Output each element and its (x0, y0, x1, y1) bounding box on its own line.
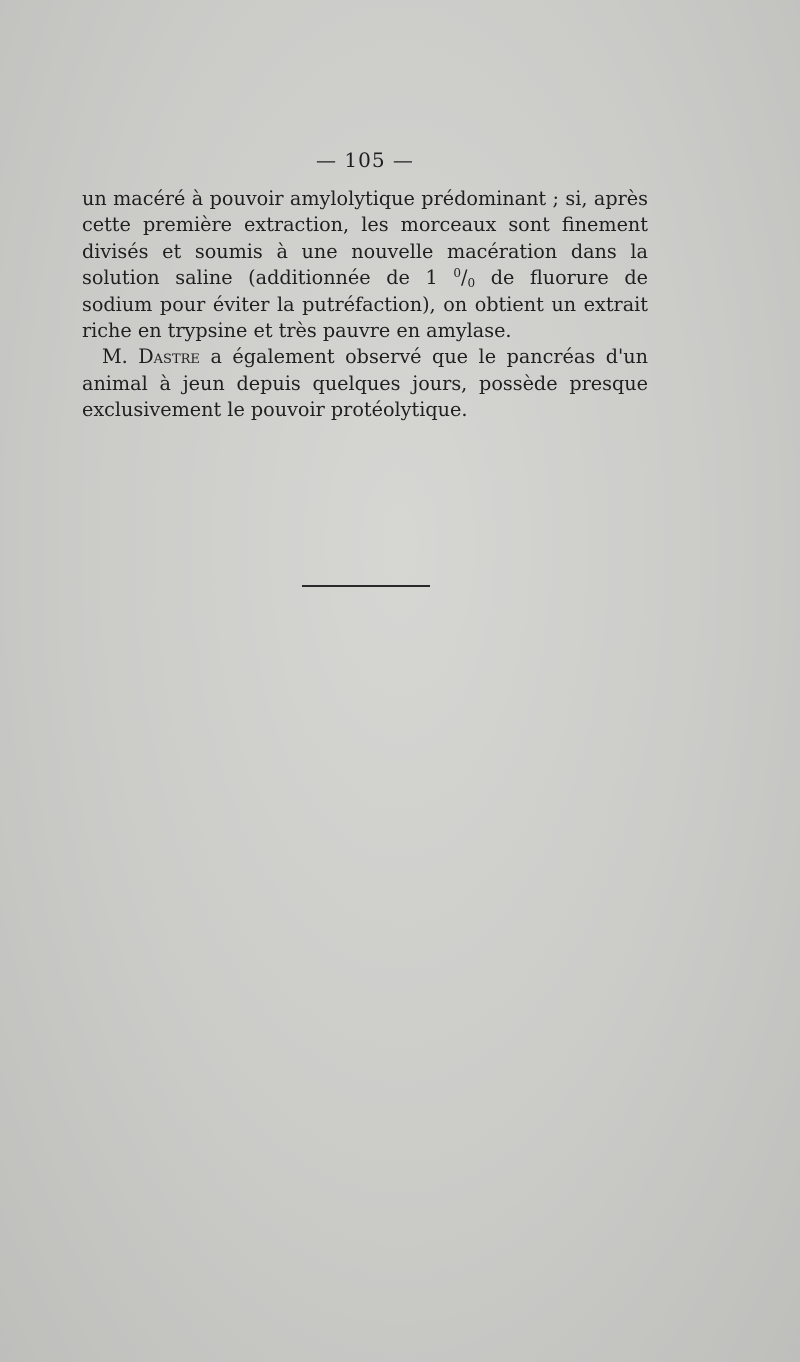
page-number: — 105 — (316, 148, 414, 172)
body-text (82, 186, 648, 424)
section-end-rule (302, 585, 430, 587)
paragraph-1-text-start: un macéré à pouvoir amylolytique prédominant ; si, après cette première extraction, les morceaux sont finement divisés et soumis à une nouvelle macération dans la solution saline (additionnée de 1 (82, 187, 648, 290)
percent-sign-top: 0 (453, 266, 461, 281)
percent-sign-slash: / (460, 266, 468, 290)
paragraph-1-text-end: de fluorure de sodium pour éviter la putréfaction), on obtient un extrait riche en trypsine et très pauvre en amylase. (82, 266, 649, 343)
paragraph-2-lead: M. (102, 345, 139, 369)
author-name: Dastre (138, 345, 200, 369)
paragraph-2 (82, 344, 648, 423)
percent-sign-bottom: 0 (467, 276, 476, 291)
paragraph-1 (82, 186, 648, 344)
paragraph-2-text: a également observé que le pancréas d'un animal à jeun depuis quelques jours, possède presque exclusivement le pouvoir protéolytique. (82, 345, 648, 422)
